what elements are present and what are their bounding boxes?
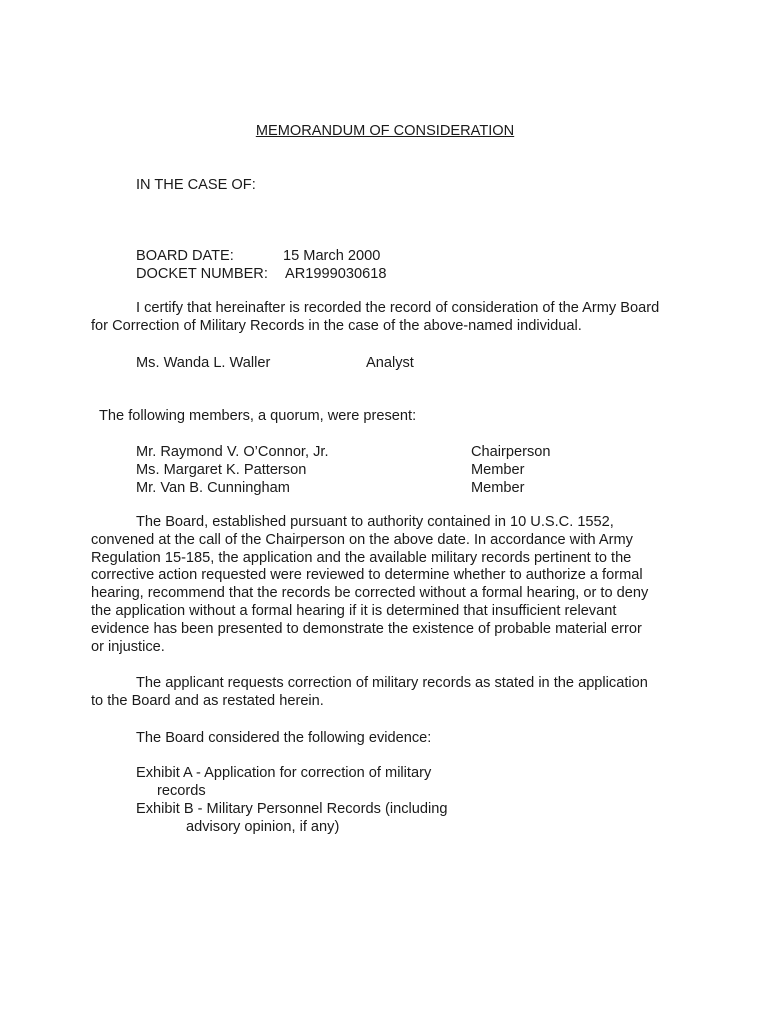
board-date-value: 15 March 2000 (283, 248, 381, 264)
docket-number-label: DOCKET NUMBER: (136, 266, 268, 282)
board-paragraph-line: evidence has been presented to demonstrate the existence of probable material error (91, 620, 642, 637)
member-name: Mr. Van B. Cunningham (136, 480, 290, 496)
evidence-intro: The Board considered the following evidence: (136, 730, 432, 746)
member-role: Member (471, 462, 525, 478)
board-paragraph-line: corrective action requested were reviewed to determine whether to authorize a formal (91, 567, 643, 584)
analyst-name: Ms. Wanda L. Waller (136, 355, 271, 371)
board-paragraph (91, 514, 691, 656)
board-paragraph-line: hearing, recommend that the records be corrected without a formal hearing, or to deny (91, 585, 649, 602)
board-date-label: BOARD DATE: (136, 248, 234, 264)
member-name: Mr. Raymond V. O’Connor, Jr. (136, 444, 329, 460)
certify-paragraph (91, 300, 691, 336)
member-name: Ms. Margaret K. Patterson (136, 462, 307, 478)
case-label: IN THE CASE OF: (136, 177, 256, 193)
certify-line: for Correction of Military Records in the case of the above-named individual. (91, 317, 582, 334)
quorum-statement: The following members, a quorum, were present: (99, 408, 417, 424)
request-line: to the Board and as restated herein. (91, 692, 324, 709)
docket-number-value: AR1999030618 (285, 266, 387, 282)
board-paragraph-line: or injustice. (91, 638, 165, 655)
board-paragraph-line: Regulation 15-185, the application and the available military records pertinent to the (91, 549, 632, 566)
member-role: Member (471, 480, 525, 496)
page-title: MEMORANDUM OF CONSIDERATION (255, 123, 515, 139)
exhibit-b-continuation: advisory opinion, if any) (186, 819, 340, 835)
exhibit-b: Exhibit B - Military Personnel Records (including (136, 801, 448, 817)
member-role: Chairperson (471, 444, 551, 460)
board-paragraph-line: the application without a formal hearing if it is determined that insufficient relevant (91, 602, 617, 619)
exhibit-a-continuation: records (157, 783, 206, 799)
exhibit-a: Exhibit A - Application for correction of military (136, 765, 432, 781)
board-paragraph-line: The Board, established pursuant to authority contained in 10 U.S.C. 1552, (136, 514, 614, 530)
board-paragraph-line: convened at the call of the Chairperson on the above date. In accordance with Army (91, 531, 633, 548)
request-line: The applicant requests correction of military records as stated in the application (136, 675, 648, 691)
certify-line: I certify that hereinafter is recorded the record of consideration of the Army Board (136, 300, 660, 316)
request-paragraph (91, 675, 691, 711)
analyst-role: Analyst (366, 355, 414, 371)
